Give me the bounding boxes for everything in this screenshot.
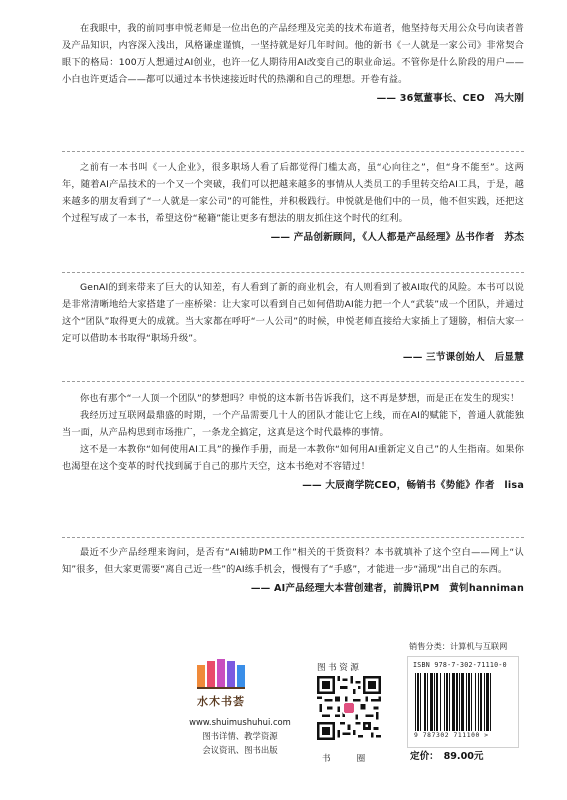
- price: 定价： 89.00元: [410, 751, 484, 762]
- logo-bar-1: [197, 665, 205, 687]
- barcode-bar: [461, 673, 464, 731]
- barcode-bar: [427, 673, 428, 731]
- barcode-bar: [466, 673, 467, 731]
- barcode-bar: [430, 673, 433, 731]
- endorsement-1: [62, 20, 524, 106]
- barcode-bar: [459, 673, 460, 731]
- barcode-bar: [484, 673, 485, 731]
- endorsement-4-text-2: 我经历过互联网最鼎盛的时期，一个产品需要几十人的团队才能让它上线，而在AI的赋能下，普通人就能独当一面，从产品构思到市场推广，一条龙全搞定，这真是这个时代最棒的事情。: [62, 410, 524, 438]
- barcode-bar: [417, 673, 419, 731]
- isbn-text: ISBN 978-7-302-71110-0: [413, 661, 507, 669]
- resources-label: 图书资源: [317, 663, 362, 673]
- endorsement-1-signature: —— 36氪董事长、CEO 冯大刚: [376, 93, 524, 104]
- endorsement-4-text-1: 你也有那个“一人顶一个团队”的梦想吗？申悦的这本新书告诉我们，这不再是梦想，而是正在发生的现实！: [80, 393, 520, 404]
- barcode-bar: [436, 673, 438, 731]
- barcode-bar: [490, 673, 491, 731]
- book-circle-label: 书圈: [322, 754, 392, 764]
- barcode-bar: [452, 673, 455, 731]
- endorsement-3-text: GenAI的到来带来了巨大的认知差，有人看到了新的商业机会，有人则看到了被AI取代的风险。本书可以说是非常清晰地给大家搭建了一座桥梁：让大家可以看到自己如何借助AI能力把一个人“武装”成一个团队，并通过这个“团队”取得更大的成就。当大家都在呼吁“一人公司”的时候，申悦老师直接给大家插上了翅膀，相信大家一定可以借助本书取得“职场升级”。: [62, 282, 524, 344]
- divider-4: [62, 537, 524, 538]
- barcode-bar: [424, 673, 426, 731]
- logo-bar-5: [237, 665, 245, 687]
- sales-category: 销售分类：计算机与互联网: [409, 641, 508, 651]
- divider-3: [62, 381, 524, 382]
- publisher-logo-text: 水木书荟: [197, 695, 245, 708]
- barcode-bar: [475, 673, 476, 731]
- endorsement-5: [62, 544, 524, 596]
- publisher-website: www.shuimushuhui.com: [189, 717, 291, 727]
- logo-bar-2: [207, 661, 215, 687]
- isbn-barcode-icon: [414, 673, 510, 731]
- endorsement-1-text: 在我眼中，我的前同事申悦老师是一位出色的产品经理及完美的技术布道者，他坚持每天用公众号向读者普及产品知识，内容深入浅出，风格谦虚谨慎，一坚持就是好几年时间。他的新书《一人就是一家公司》非常契合眼下的格局：100万人想通过AI创业，也许一亿人期待用AI改变自己的职业命运。不管你是什么阶段的用户——小白也许更适合——都可以通过本书快速接近时代的热潮和自己的理想。开卷有益。: [62, 23, 524, 85]
- barcode-bar: [486, 673, 489, 731]
- publisher-info: [180, 715, 300, 757]
- publisher-logo: [186, 657, 256, 709]
- barcode-bar: [434, 673, 435, 731]
- endorsement-3-signature: —— 三节课创始人 后显慧: [402, 352, 524, 363]
- barcode-bar: [471, 673, 472, 731]
- barcode-bar: [444, 673, 445, 731]
- barcode-bar: [446, 673, 448, 731]
- book-logo-icon: [195, 657, 247, 691]
- logo-bar-4: [227, 661, 235, 687]
- endorsement-2: [62, 159, 524, 245]
- endorsement-2-text: 之前有一本书叫《一人企业》，很多职场人看了后都觉得门槛太高，虽“心向往之”，但“身不能至”。这两年，随着AI产品技术的一个又一个突破，我们可以把越来越多的事情从人类员工的手里转交给AI工具，于是，越来越多的朋友看到了“一人就是一家公司”的可能性，并积极践行。申悦就是他们中的一员，他不但实践，还把这个过程写成了一本书，希望这份“秘籍”能让更多有想法的朋友抓住这个时代的红利。: [62, 162, 524, 224]
- barcode-bar: [449, 673, 450, 731]
- endorsement-4: [62, 390, 524, 493]
- barcode-bar: [420, 673, 421, 731]
- barcode-bar: [456, 673, 458, 731]
- logo-bar-3: [217, 659, 225, 687]
- endorsement-5-signature: —— AI产品经理大本营创建者，前腾讯PM 黄钊hanniman: [250, 583, 524, 594]
- barcode-bar: [478, 673, 479, 731]
- barcode-bar: [440, 673, 441, 731]
- endorsement-4-text-3: 这不是一本教你“如何使用AI工具”的操作手册，而是一本教你“如何用AI重新定义自己”的人生指南。如果你也渴望在这个变革的时代找到属于自己的那片天空，这本书绝对不容错过！: [62, 444, 524, 472]
- endorsement-3: [62, 279, 524, 365]
- isbn-digits: 9 787302 711100 >: [414, 732, 489, 739]
- divider-1: [62, 151, 524, 152]
- publisher-services-2: 会议资讯、图书出版: [202, 745, 278, 755]
- endorsement-2-signature: —— 产品创新顾问，《人人都是产品经理》丛书作者 苏杰: [270, 232, 524, 243]
- endorsement-5-text: 最近不少产品经理来询问，是否有“AI辅助PM工作”相关的干货资料？本书就填补了这个空白——网上“认知”很多，但大家更需要“离自己近一些”的AI练手机会，慢慢有了“手感”，才能进一步“涌现”出自己的东西。: [62, 547, 524, 575]
- barcode-bar: [480, 673, 482, 731]
- endorsement-4-signature: —— 大辰商学院CEO，畅销书《势能》作者 lisa: [302, 480, 524, 491]
- barcode-bar: [415, 673, 416, 731]
- qr-code-icon: [317, 676, 381, 740]
- divider-2: [62, 272, 524, 273]
- publisher-services-1: 图书详情、教学资源: [202, 731, 278, 741]
- barcode-bar: [468, 673, 470, 731]
